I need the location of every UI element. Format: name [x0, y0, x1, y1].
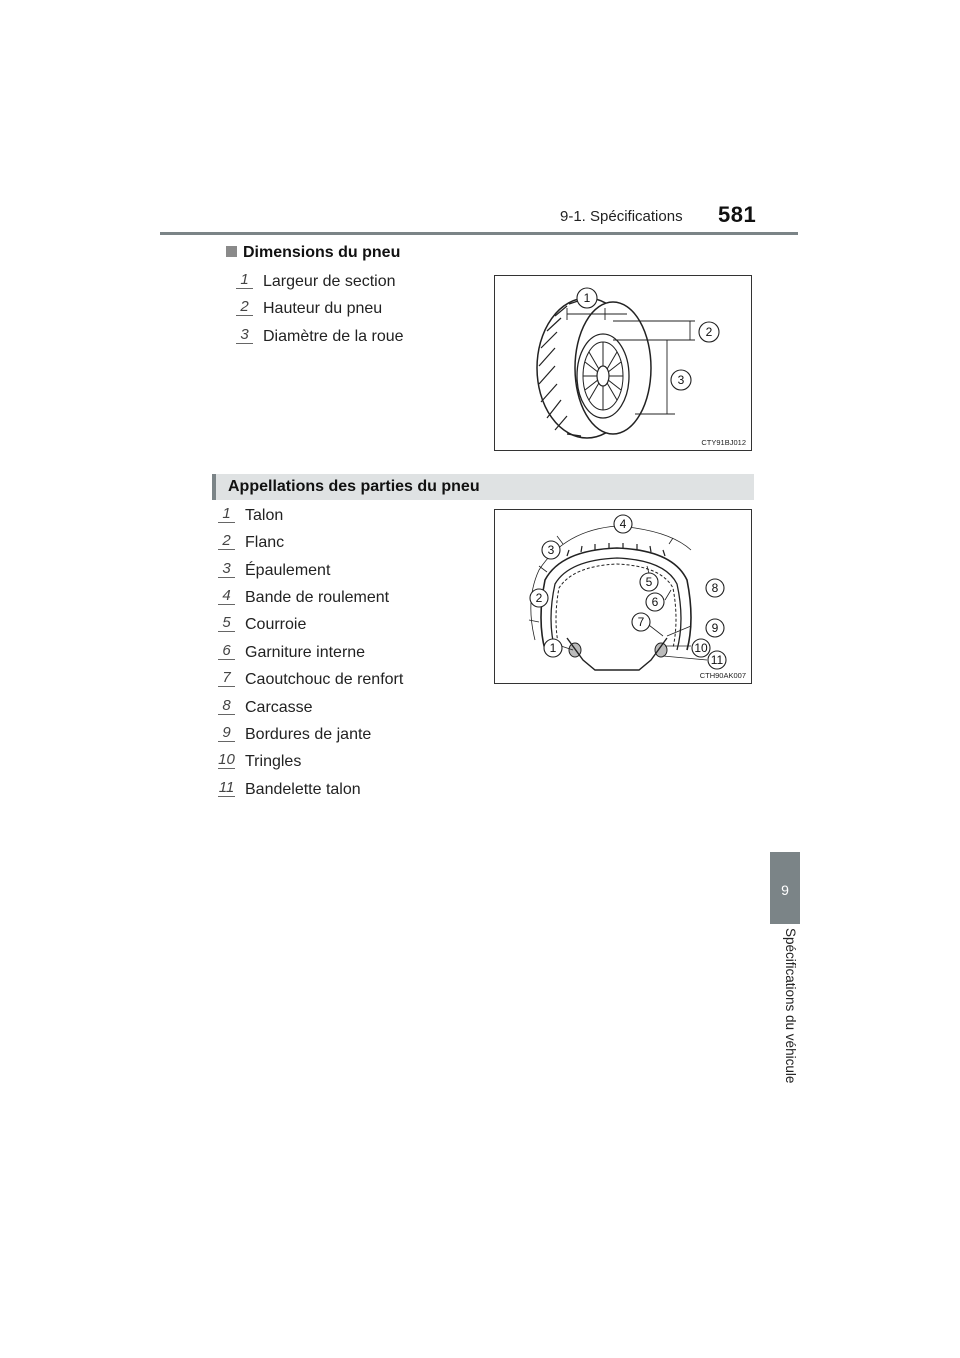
- callout-9: [706, 619, 724, 637]
- svg-text:2: 2: [535, 591, 543, 605]
- callout-11: [708, 651, 726, 669]
- item-number: 7: [218, 670, 235, 687]
- svg-text:6: 6: [651, 595, 659, 609]
- dimension-item: [236, 326, 404, 348]
- item-label: Courroie: [245, 616, 307, 633]
- svg-text:2: 2: [705, 325, 713, 339]
- item-label: Garniture interne: [245, 644, 366, 661]
- item-number: 1: [218, 506, 235, 523]
- callout-6: [646, 593, 664, 611]
- part-item: [218, 560, 330, 582]
- tire-dimensions-figure: [494, 275, 752, 451]
- item-label: Bordures de jante: [245, 726, 372, 743]
- chapter-label: Spécifications du véhicule: [783, 928, 798, 1084]
- dimension-item: [236, 298, 382, 320]
- item-number: 10: [218, 751, 235, 768]
- svg-text:9: 9: [711, 621, 719, 635]
- callout-5: [640, 573, 658, 591]
- part-item: [218, 614, 306, 636]
- callout-3: [542, 541, 560, 559]
- item-label: Hauteur du pneu: [263, 300, 383, 317]
- dimension-item: [236, 271, 396, 293]
- item-label: Épaulement: [245, 562, 331, 579]
- dimensions-heading: [226, 244, 400, 262]
- part-item: [218, 779, 361, 801]
- item-number: 3: [236, 327, 253, 344]
- callout-3: [671, 370, 691, 390]
- item-number: 2: [218, 533, 235, 550]
- item-number: 11: [218, 779, 235, 796]
- item-number: 2: [236, 299, 253, 316]
- callout-10: [692, 639, 710, 657]
- svg-text:11: 11: [710, 653, 724, 667]
- figure-code: CTY91BJ012: [701, 438, 746, 447]
- page-number: 581: [718, 202, 757, 227]
- dimensions-heading-text: Dimensions du pneu: [243, 244, 401, 261]
- part-item: [218, 669, 403, 691]
- item-label: Tringles: [245, 753, 302, 770]
- item-label: Talon: [245, 507, 284, 524]
- chapter-number: 9: [781, 882, 789, 898]
- item-label: Bande de roulement: [245, 589, 390, 606]
- item-number: 9: [218, 725, 235, 742]
- svg-text:5: 5: [645, 575, 653, 589]
- part-item: [218, 751, 301, 773]
- tire-parts-figure: [494, 509, 752, 684]
- svg-text:4: 4: [619, 517, 627, 531]
- svg-text:1: 1: [583, 291, 591, 305]
- tire-cross-section-illustration: [495, 510, 751, 683]
- svg-text:1: 1: [549, 641, 557, 655]
- callout-2: [530, 589, 548, 607]
- item-label: Flanc: [245, 534, 285, 551]
- parts-heading-bar: [212, 474, 754, 500]
- callout-8: [706, 579, 724, 597]
- callout-2: [699, 322, 719, 342]
- item-number: 1: [236, 272, 253, 289]
- item-label: Caoutchouc de renfort: [245, 671, 404, 688]
- callout-7: [632, 613, 650, 631]
- callout-1: [577, 288, 597, 308]
- tire-wheel-illustration: [495, 276, 751, 450]
- svg-text:8: 8: [711, 581, 719, 595]
- svg-text:3: 3: [547, 543, 555, 557]
- part-item: [218, 587, 389, 609]
- item-label: Largeur de section: [263, 273, 396, 290]
- item-number: 8: [218, 698, 235, 715]
- part-item: [218, 532, 284, 554]
- header-rule: [160, 232, 798, 235]
- figure-code: CTH90AK007: [699, 671, 746, 680]
- chapter-tab[interactable]: [770, 852, 800, 924]
- square-bullet-icon: [226, 246, 237, 257]
- svg-text:3: 3: [677, 373, 685, 387]
- part-item: [218, 724, 371, 746]
- callout-1: [544, 639, 562, 657]
- part-item: [218, 505, 283, 527]
- item-label: Bandelette talon: [245, 781, 361, 798]
- item-number: 6: [218, 643, 235, 660]
- parts-heading: Appellations des parties du pneu: [228, 478, 480, 495]
- item-number: 4: [218, 588, 235, 605]
- svg-text:7: 7: [637, 615, 645, 629]
- item-label: Diamètre de la roue: [263, 328, 404, 345]
- svg-text:10: 10: [694, 641, 708, 655]
- part-item: [218, 642, 365, 664]
- item-number: 5: [218, 615, 235, 632]
- section-title: 9-1. Spécifications: [560, 208, 683, 225]
- callout-4: [614, 515, 632, 533]
- item-number: 3: [218, 561, 235, 578]
- part-item: [218, 697, 313, 719]
- item-label: Carcasse: [245, 699, 313, 716]
